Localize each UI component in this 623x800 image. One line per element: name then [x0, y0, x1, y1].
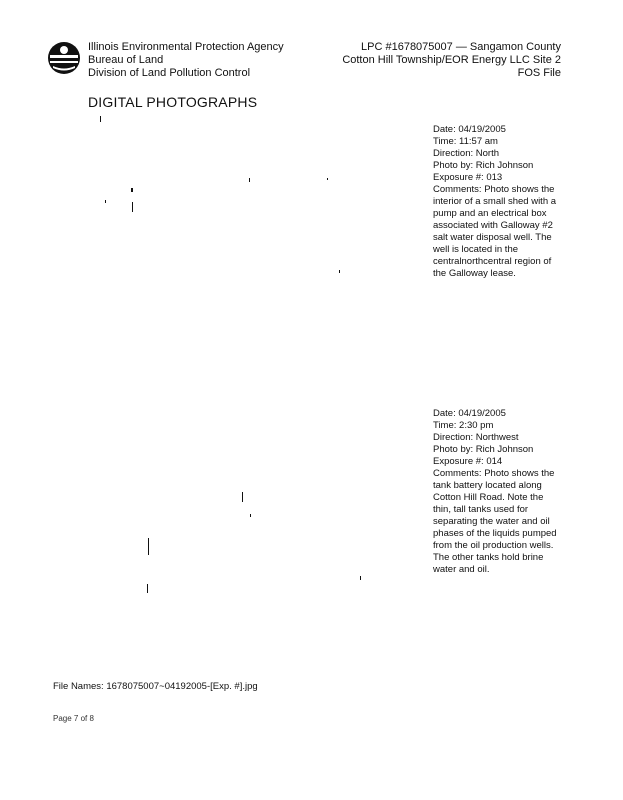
- scan-mark: [147, 584, 148, 593]
- section-title: DIGITAL PHOTOGRAPHS: [88, 94, 258, 110]
- scan-mark: [105, 200, 106, 203]
- scan-mark: [250, 514, 251, 517]
- photo-direction: Direction: North: [433, 148, 499, 159]
- photo-comments: Comments: Photo shows the interior of a small shed with a pump and an electrical box associated with Galloway #2 salt water disposal well. The well is located in the centralnorthcentral region of the Galloway lease.: [433, 184, 557, 279]
- bureau-name: Bureau of Land: [88, 54, 164, 66]
- photo-014-caption: [433, 408, 558, 576]
- scan-mark: [131, 188, 133, 192]
- agency-name: Illinois Environmental Protection Agency: [88, 41, 284, 53]
- site-block: [342, 41, 561, 80]
- photo-exposure: Exposure #: 013: [433, 172, 503, 183]
- photo-013-caption: [433, 124, 558, 280]
- photo-by: Photo by: Rich Johnson: [433, 444, 534, 455]
- scan-mark: [249, 178, 250, 182]
- scan-mark: [339, 270, 340, 273]
- site-name: Cotton Hill Township/EOR Energy LLC Site 2: [342, 54, 561, 66]
- scan-mark: [100, 116, 101, 122]
- scan-mark: [327, 178, 328, 180]
- scan-mark: [360, 576, 361, 580]
- photo-exposure: Exposure #: 014: [433, 456, 503, 467]
- lpc-number: LPC #1678075007 — Sangamon County: [361, 41, 561, 53]
- page-number: Page 7 of 8: [53, 714, 94, 723]
- iepa-logo-icon: [47, 41, 81, 75]
- agency-block: [88, 41, 284, 80]
- scan-mark: [242, 492, 243, 502]
- photo-013: [88, 112, 418, 367]
- photo-by: Photo by: Rich Johnson: [433, 160, 534, 171]
- photo-direction: Direction: Northwest: [433, 432, 519, 443]
- scan-mark: [148, 538, 149, 555]
- scan-mark: [132, 202, 133, 212]
- photo-comments: Comments: Photo shows the tank battery located along Cotton Hill Road. Note the thin, tall tanks used for separating the water and oil phases of the liquids pumped from the oil production wells. The other tanks hold brine water and oil.: [433, 468, 557, 575]
- photo-time: Time: 2:30 pm: [433, 420, 494, 431]
- photo-time: Time: 11:57 am: [433, 136, 498, 147]
- photo-date: Date: 04/19/2005: [433, 124, 506, 135]
- photo-014: [88, 400, 418, 650]
- photo-date: Date: 04/19/2005: [433, 408, 506, 419]
- file-type: FOS File: [517, 67, 561, 79]
- division-name: Division of Land Pollution Control: [88, 67, 251, 79]
- iepa-logo: [47, 41, 81, 75]
- file-names: File Names: 1678075007~04192005-[Exp. #].jpg: [53, 681, 258, 692]
